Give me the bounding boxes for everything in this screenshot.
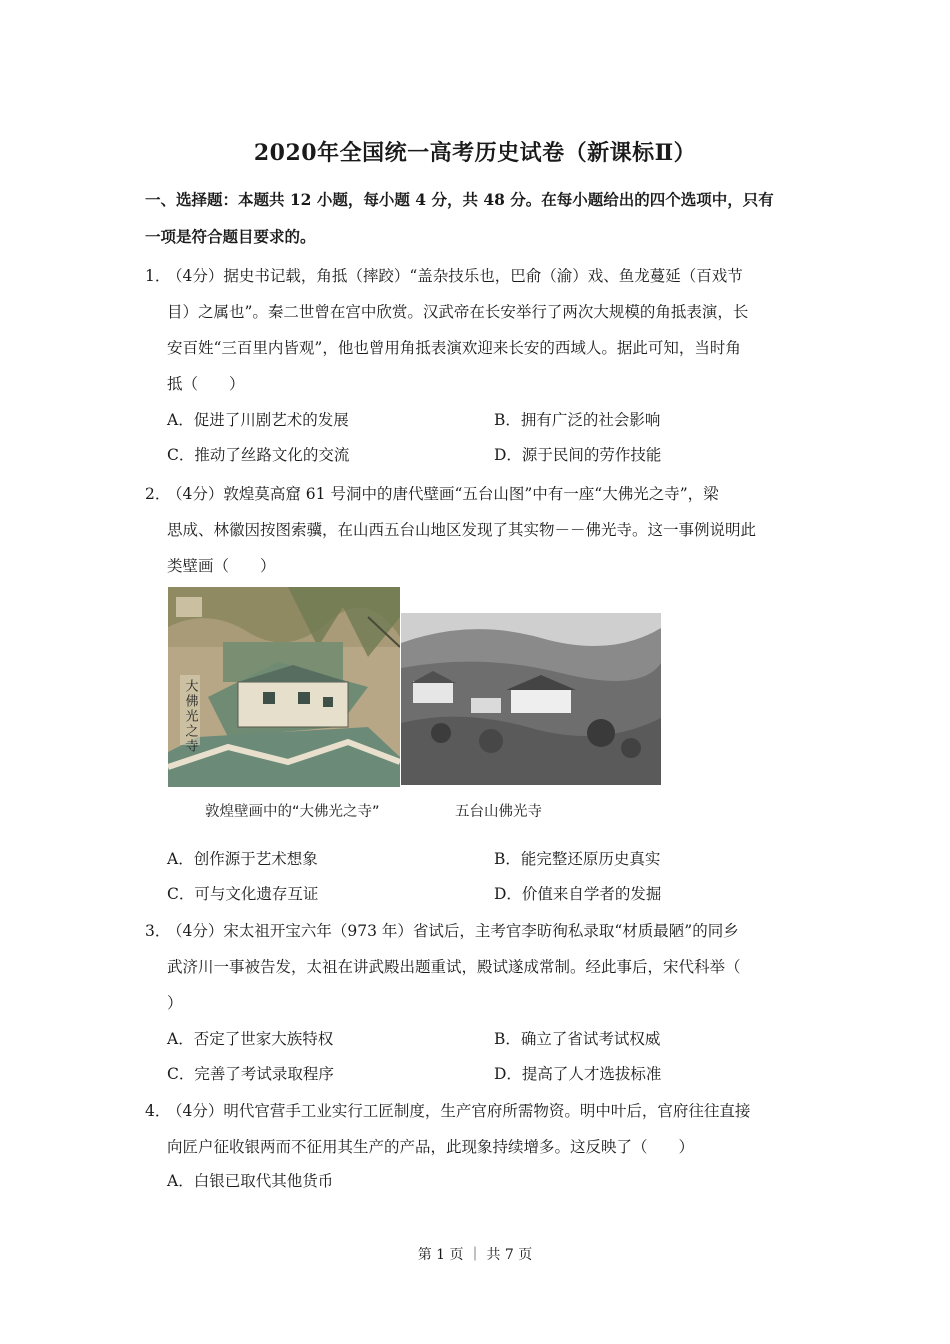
option-a: A．促进了川剧艺术的发展 [167,411,349,429]
question-number: 4． [145,1102,171,1120]
question-number: 3． [145,922,171,940]
question-line: 类壁画（ ） [167,557,276,575]
section-heading-line-2: 一项是符合题目要求的。 [145,227,316,246]
question-number: 2． [145,485,171,503]
option-c: C．推动了丝路文化的交流 [167,446,350,464]
option-d: D．源于民间的劳作技能 [494,446,662,464]
mural-caption: 敦煌壁画中的“大佛光之寺” [205,804,380,820]
question-text [167,913,810,1021]
section-heading-line-1: 一、选择题：本题共 12 小题，每小题 4 分，共 48 分。在每小题给出的四个选项中，只有 [145,190,774,209]
exam-title: 2020年全国统一高考历史试卷（新课标Ⅱ） [253,140,697,166]
question-line: 思成、林徽因按图索骥，在山西五台山地区发现了其实物－－佛光寺。这一事例说明此 [167,521,757,539]
option-a: A．否定了世家大族特权 [167,1030,334,1048]
section-heading [145,182,810,254]
question-line: （4分）敦煌莫高窟 61 号洞中的唐代壁画“五台山图”中有一座“大佛光之寺”，梁 [167,485,719,503]
question-line: 安百姓“三百里内皆观”，他也曾用角抵表演欢迎来长安的西域人。据此可知，当时角 [167,339,741,357]
question-line: （4分）明代官营手工业实行工匠制度，生产官府所需物资。明中叶后，官府往往直接 [167,1102,751,1120]
option-b: B．拥有广泛的社会影响 [494,411,661,429]
question-number: 1． [145,267,171,285]
question-line: 抵（ ） [167,375,245,393]
question-line: ） [167,994,183,1012]
question-1 [145,258,810,402]
option-b: B．确立了省试考试权威 [494,1030,661,1048]
question-line: 向匠户征收银两而不征用其生产的产品，此现象持续增多。这反映了（ ） [167,1138,695,1156]
temple-photo-image [401,613,661,785]
question-line: （4分）据史书记载，角抵（摔跤）“盖杂技乐也，巴俞（渝）戏、鱼龙蔓延（百戏节 [167,267,743,285]
photo-caption: 五台山佛光寺 [455,804,542,820]
option-d: D．价值来自学者的发掘 [494,885,662,903]
option-a: A．白银已取代其他货币 [167,1172,334,1190]
question-text [167,476,810,584]
question-line: 武济川一事被告发，太祖在讲武殿出题重试，殿试遂成常制。经此事后，宋代科举（ [167,958,741,976]
question-line: （4分）宋太祖开宝六年（973 年）省试后，主考官李昉徇私录取“材质最陋”的同乡 [167,922,739,940]
page-footer: 第 1 页 ｜ 共 7 页 [417,1247,533,1263]
question-line: 目）之属也”。秦二世曾在宫中欣赏。汉武帝在长安举行了两次大规模的角抵表演，长 [167,303,749,321]
option-b: B．能完整还原历史真实 [494,850,661,868]
question-3 [145,913,810,1021]
option-a: A．创作源于艺术想象 [167,850,318,868]
mural-inscription: 大佛光之寺 [182,679,198,754]
question-2 [145,476,810,584]
option-c: C．可与文化遗存互证 [167,885,319,903]
option-d: D．提高了人才选拔标准 [494,1065,662,1083]
mural-painting-image [168,587,400,787]
question-text [167,258,810,402]
question-4 [145,1093,810,1165]
option-c: C．完善了考试录取程序 [167,1065,334,1083]
question-text [167,1093,810,1165]
